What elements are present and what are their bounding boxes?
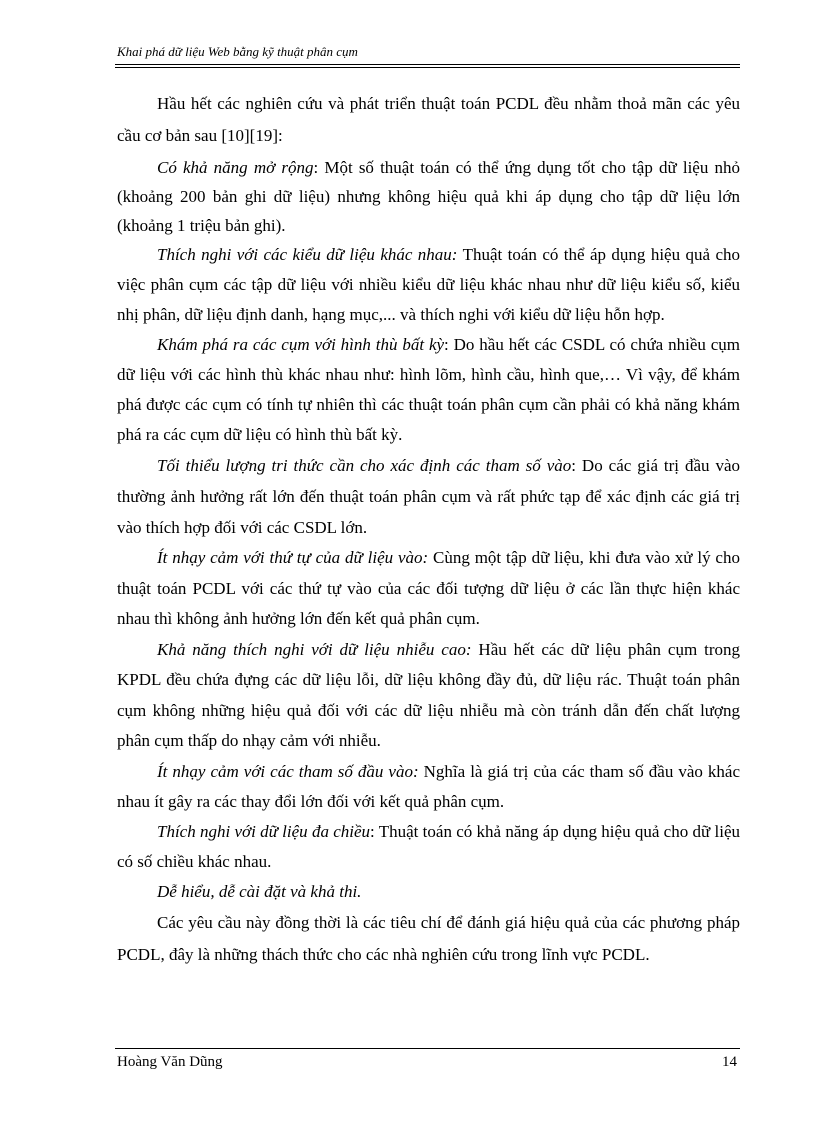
footer-author: Hoàng Văn Dũng <box>117 1054 223 1070</box>
paragraph-noise: Khả năng thích nghi với dữ liệu nhiễu cao: Hầu hết các dữ liệu phân cụm trong KPDL đều chứa đựng các dữ liệu lỗi, dữ liệu không đầy đủ, dữ liệu rác. Thuật toán phân cụm không những hiệu quả đối với các dữ liệu nhiễu mà còn tránh dẫn đến chất lượng phân cụm thấp do nhạy cảm với nhiễu. <box>117 639 740 751</box>
paragraph-min-knowledge: Tối thiểu lượng tri thức cần cho xác định các tham số vào: Do các giá trị đầu vào thường ảnh hưởng rất lớn đến thuật toán phân cụm và rất phức tạp để xác định các giá trị vào thích hợp đối với các CSDL lớn. <box>117 456 740 538</box>
paragraph-input-order: Ít nhạy cảm với thứ tự của dữ liệu vào: Cùng một tập dữ liệu, khi đưa vào xử lý cho thuật toán PCDL với các thứ tự vào của các đối tượng dữ liệu ở các lần thực hiện khác nhau thì không ảnh hưởng lớn đến kết quả phân cụm. <box>117 548 740 629</box>
paragraph-parameters: Ít nhạy cảm với các tham số đầu vào: Nghĩa là giá trị của các tham số đầu vào khác nhau ít gây ra các thay đổi lớn đối với kết quả phân cụm. <box>117 762 740 812</box>
paragraph-data-types: Thích nghi với các kiểu dữ liệu khác nhau: Thuật toán có thể áp dụng hiệu quả cho việc phân cụm các tập dữ liệu với nhiều kiểu dữ liệu khác nhau như dữ liệu kiểu số, kiểu nhị phân, dữ liệu định danh, hạng mục,... và thích nghi với kiểu dữ liệu hỗn hợp. <box>117 245 740 325</box>
header-rule-thin <box>115 67 740 68</box>
paragraph-arbitrary-shapes: Khám phá ra các cụm với hình thù bất kỳ: Do hầu hết các CSDL có chứa nhiều cụm dữ liệu với các hình thù khác nhau như: hình lõm, hình cầu, hình que,… Vì vậy, để khám phá được các cụm có tính tự nhiên thì các thuật toán phân cụm cần phải có khả năng khám phá ra các cụm dữ liệu có hình thù bất kỳ. <box>117 335 740 445</box>
paragraph-multidimensional: Thích nghi với dữ liệu đa chiều: Thuật toán có khả năng áp dụng hiệu quả cho dữ liệu có số chiều khác nhau. <box>117 822 740 872</box>
paragraph-scalability: Có khả năng mở rộng: Một số thuật toán có thể ứng dụng tốt cho tập dữ liệu nhỏ (khoảng 200 bản ghi dữ liệu) nhưng không hiệu quả khi áp dụng cho tập dữ liệu lớn (khoảng 1 triệu bản ghi). <box>117 157 740 235</box>
header-rule <box>115 64 740 65</box>
paragraph-intro: Hầu hết các nghiên cứu và phát triển thuật toán PCDL đều nhằm thoả mãn các yêu cầu cơ bản sau [10][19]: <box>117 94 740 146</box>
running-header-title: Khai phá dữ liệu Web bằng kỹ thuật phân cụm <box>117 44 358 59</box>
page-body <box>117 88 740 971</box>
paragraph-conclusion: Các yêu cầu này đồng thời là các tiêu chí để đánh giá hiệu quả của các phương pháp PCDL, đây là những thách thức cho các nhà nghiên cứu trong lĩnh vực PCDL. <box>117 913 740 965</box>
footer-rule <box>115 1048 740 1049</box>
paragraph-usability: Dễ hiểu, dễ cài đặt và khả thi. <box>157 882 362 902</box>
page-number: 14 <box>722 1054 737 1070</box>
